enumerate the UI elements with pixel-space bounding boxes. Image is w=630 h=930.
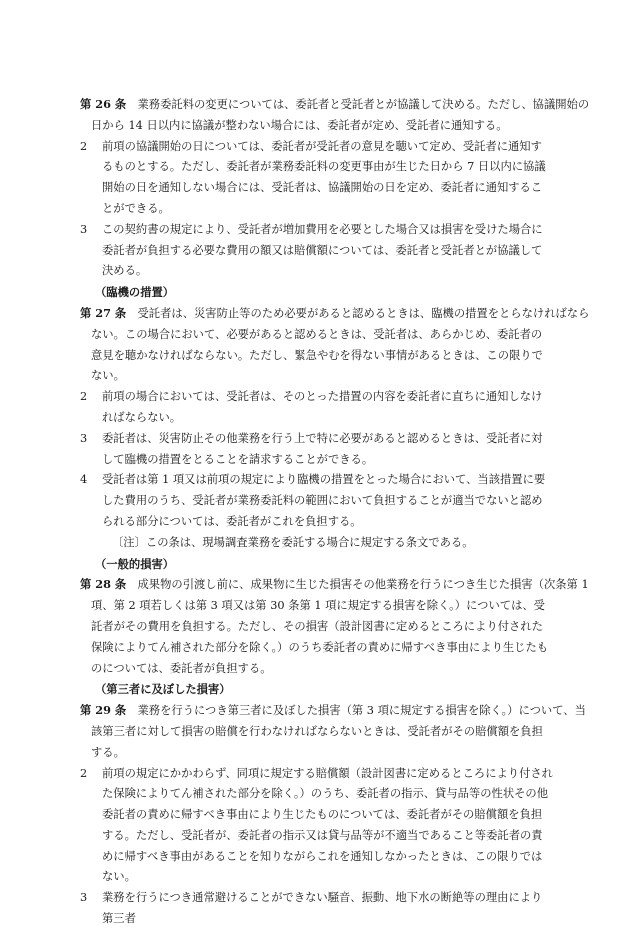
article-28-heading: （一般的損害） xyxy=(95,556,175,571)
paragraph-text: 前項の協議開始の日については、委託者が受託者の意見を聴いて定め、受託者に通知するものとする。ただし、委託者が業務委託料の変更事由が生じた日から 7 日以内に協議開始の日を通知しない場合には、受託者は、協議開始の日を定め、委託者に通知することができる。 xyxy=(102,139,546,215)
paragraph-text: 受託者は第 1 項又は前項の規定により臨機の措置をとった場合において、当該措置に要した費用のうち、受託者が業務委託料の範囲において負担することが適当でないと認められる部分については、委託者がこれを負担する。 xyxy=(102,473,546,528)
paragraph-number: 2 xyxy=(80,390,88,404)
article-27-label: 第 27 条 xyxy=(80,305,127,320)
paragraph-number: 4 xyxy=(80,473,88,487)
article-29-text-rest: 該第三者に対して損害の賠償を行わなければならないときは、受託者がその賠償額を負担する。 xyxy=(91,724,543,759)
article-29-text-start: 業務を行うにつき第三者に及ぼした損害（第 3 項に規定する損害を除く。）について、当 xyxy=(137,704,586,718)
article-27-paragraph-2 xyxy=(80,387,553,429)
article-29-paragraph-2 xyxy=(80,764,553,889)
article-26-paragraph-3 xyxy=(80,220,553,282)
article-26-label: 第 26 条 xyxy=(80,97,127,111)
article-26-text-rest: 日から 14 日以内に協議が整わない場合には、委託者が定め、受託者に通知する。 xyxy=(91,118,508,132)
article-29-first-line xyxy=(80,700,586,722)
article-29-label: 第 29 条 xyxy=(80,703,127,718)
article-26-first-line xyxy=(80,94,590,116)
paragraph-text: 委託者は、災害防止その他業務を行う上で特に必要があると認めるときは、受託者に対して臨機の措置をとることを請求することができる。 xyxy=(102,431,543,466)
article-27-text-rest: ない。この場合において、必要があると認めるときは、受託者は、あらかじめ、委託者の意見を聴かなければならない。ただし、緊急やむを得ない事情があるときは、この限りでない。 xyxy=(91,327,543,383)
article-28-first-line xyxy=(80,574,589,596)
article-26 xyxy=(80,94,590,137)
article-28-label: 第 28 条 xyxy=(80,577,127,592)
paragraph-number: 2 xyxy=(80,766,88,780)
article-28-text-rest: 項、第 2 項若しくは第 3 項又は第 30 条第 1 項に規定する損害を除く。）については、受託者がその費用を負担する。ただし、その損害（設計図書に定めるところにより付された保険によりてん補された部分を除く。）のうち委託者の責めに帰すべき事由により生じたものについては、委託者が負担する。 xyxy=(91,599,549,675)
paragraph-number: 2 xyxy=(80,139,88,153)
paragraph-number: 3 xyxy=(80,222,88,236)
article-27-heading: （臨機の措置） xyxy=(95,285,175,300)
article-28 xyxy=(80,574,589,679)
paragraph-text: 業務を行うにつき通常避けることができない騒音、振動、地下水の断絶等の理由により第三者 xyxy=(102,891,543,926)
article-29-paragraph-3 xyxy=(80,888,553,930)
article-27-paragraph-4 xyxy=(80,470,553,532)
paragraph-text: 前項の場合においては、受託者は、そのとった措置の内容を委託者に直ちに通知しなければならない。 xyxy=(102,390,543,424)
article-27-first-line xyxy=(80,303,590,325)
article-26-paragraph-2 xyxy=(80,137,553,220)
paragraph-text: 前項の規定にかかわらず、同項に規定する賠償額（設計図書に定めるところにより付された保険によりてん補された部分を除く。）のうち、委託者の指示、貸与品等の性状その他委託者の責めに帰すべき事由により生じたものについては、委託者がその賠償額を負担する。ただし、受託者が、委託者の指示又は貸与品等が不適当であること等委託者の責めに帰すべき事由があることを知りながらこれを通知しなかったときは、この限りではない。 xyxy=(102,766,553,884)
article-27-text-start: 受託者は、災害防止等のため必要があると認めるときは、臨機の措置をとらなければなら xyxy=(137,306,590,320)
article-28-text-start: 成果物の引渡し前に、成果物に生じた損害その他業務を行うにつき生じた損害（次条第 1 xyxy=(137,578,589,592)
article-29 xyxy=(80,700,586,763)
article-27 xyxy=(80,303,590,387)
paragraph-number: 3 xyxy=(80,431,88,445)
paragraph-number: 3 xyxy=(80,891,88,905)
article-27-paragraph-3 xyxy=(80,429,553,471)
article-26-text-start: 業務委託料の変更については、委託者と受託者とが協議して決める。ただし、協議開始の xyxy=(137,98,590,111)
article-29-heading: （第三者に及ぼした損害） xyxy=(95,682,231,697)
article-27-note: 〔注〕この条は、現場調査業務を委託する場合に規定する条文である。 xyxy=(112,535,474,549)
paragraph-text: この契約書の規定により、受託者が増加費用を必要とした場合又は損害を受けた場合に委託者が負担する必要な費用の額又は賠償額については、委託者と受託者とが協議して決める。 xyxy=(102,222,543,278)
